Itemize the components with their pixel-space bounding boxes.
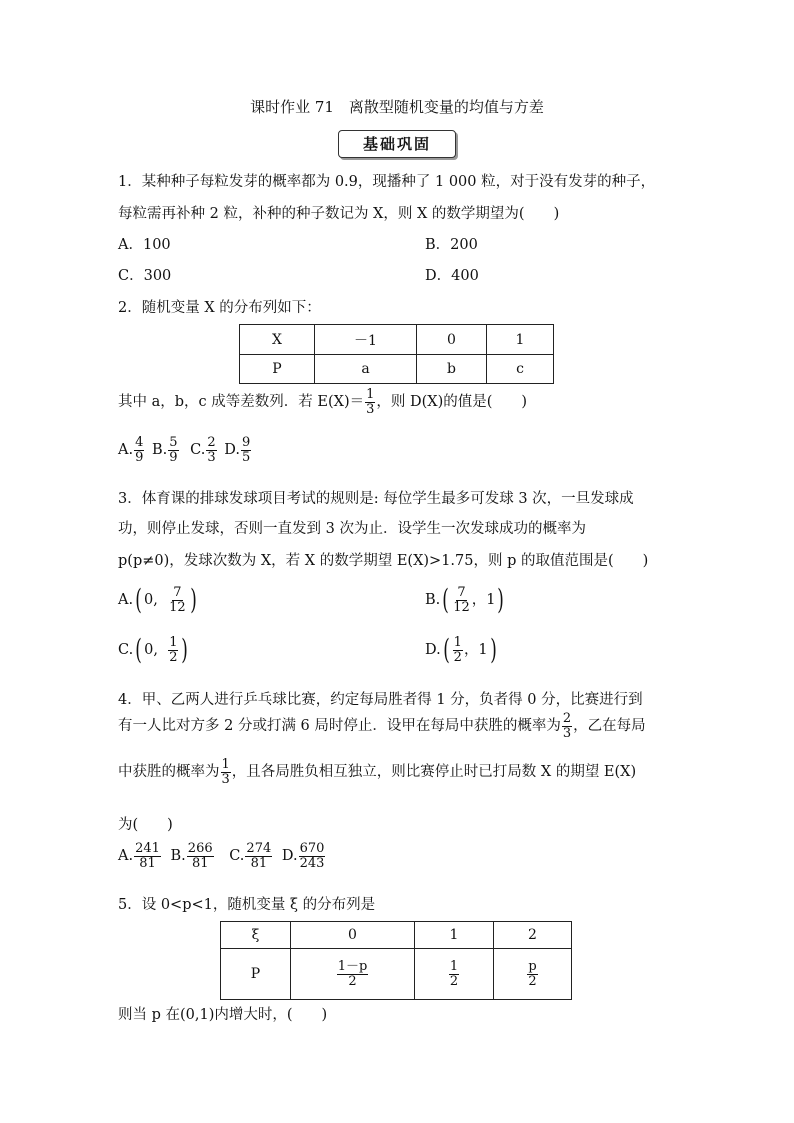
table-cell: 2 [494,922,572,949]
table-cell: P [240,355,315,384]
table-cell: P [221,949,291,1000]
table-cell: $\frac{1-p}{2}$ [291,949,415,1000]
q3-option-c: C.( 0, $\frac{1}{2}$ ) [118,633,189,667]
q5-line2: 则当 p 在(0,1)内增大时，( ) [118,1007,328,1023]
q1-line2: 每粒需再补种 2 粒，补种的种子数记为 X，则 X 的数学期望为( ) [118,206,560,222]
q5-line1: 5．设 0<p<1，随机变量 ξ 的分布列是 [118,897,376,913]
q2-option-d: D. $\frac{9}{5}$ [224,435,251,465]
q3-option-d: D.( $\frac{1}{2}$ ，1) [425,633,497,667]
table-cell: $\frac{1}{2}$ [415,949,494,1000]
table-cell: 0 [417,325,487,355]
q4-option-b: B. $\frac{266}{81}$ [170,841,213,871]
section-badge: 基础巩固 [338,130,456,158]
table-cell: a [315,355,417,384]
table-cell: 0 [291,922,415,949]
table-cell: －1 [315,325,417,355]
q1-option-c: C．300 [118,268,172,284]
q2-condition [118,388,527,416]
q4-line4: 为( ) [118,817,173,833]
q4-option-c: C. $\frac{274}{81}$ [229,841,272,871]
q2-option-c: C. $\frac{2}{3}$ [190,435,216,465]
q3-line2: 功，则停止发球，否则一直发到 3 次为止．设学生一次发球成功的概率为 [118,521,586,537]
q4-options [118,842,326,870]
q4-option-a: A. $\frac{241}{81}$ [118,841,160,871]
q3-line3: p(p≠0)，发球次数为 X，若 X 的数学期望 E(X)>1.75，则 p 的取值范围是( ) [118,553,649,569]
q1-line1: 1．某种种子每粒发芽的概率都为 0.9，现播种了 1 000 粒，对于没有发芽的种子， [118,174,656,190]
q2-option-b: B. $\frac{5}{9}$ [151,435,178,465]
q2-cond-text: 其中 a，b，c 成等差数列．若 E(X)＝ [118,394,365,411]
q4-option-d: D. $\frac{670}{243}$ [281,841,325,871]
table-cell: 1 [487,325,554,355]
table-cell: b [417,355,487,384]
q3-option-b: B.( $\frac{7}{12}$ ，1) [425,583,505,617]
q1-option-b: B．200 [425,237,478,253]
q1-option-a: A．100 [118,237,171,253]
q5-distribution-table [220,921,572,1000]
q4-line3: 中获胜的概率为 $\frac{1}{3}$ ，且各局胜负相互独立，则比赛停止时已打局数 X 的期望 E(X) [118,757,637,787]
q4-line1: 4．甲、乙两人进行乒乓球比赛，约定每局胜者得 1 分，负者得 0 分，比赛进行到 [118,692,643,708]
q3-line1: 3．体育课的排球发球项目考试的规则是: 每位学生最多可发球 3 次，一旦发球成 [118,491,634,507]
table-cell: ξ [221,922,291,949]
table-cell: 1 [415,922,494,949]
q4-line2: 有一人比对方多 2 分或打满 6 局时停止．设甲在每局中获胜的概率为 $\frac{2}{3}$ ，乙在每局 [118,711,646,741]
page-title: 课时作业 71 离散型随机变量的均值与方差 [250,98,544,116]
q2-line1: 2．随机变量 X 的分布列如下： [118,300,321,316]
table-cell: X [240,325,315,355]
q3-option-a: A.( 0, $\frac{7}{12}$ ) [118,583,197,617]
q2-option-a: A. $\frac{4}{9}$ [118,435,144,465]
q2-options [118,436,252,464]
fraction: $\frac{1}{3}$ [366,387,375,417]
q2-distribution-table [239,324,554,384]
table-cell: $\frac{p}{2}$ [494,949,572,1000]
table-cell: c [487,355,554,384]
q2-cond-text-end: ，则 D(X)的值是( ) [376,394,528,411]
q1-option-d: D．400 [425,268,479,284]
